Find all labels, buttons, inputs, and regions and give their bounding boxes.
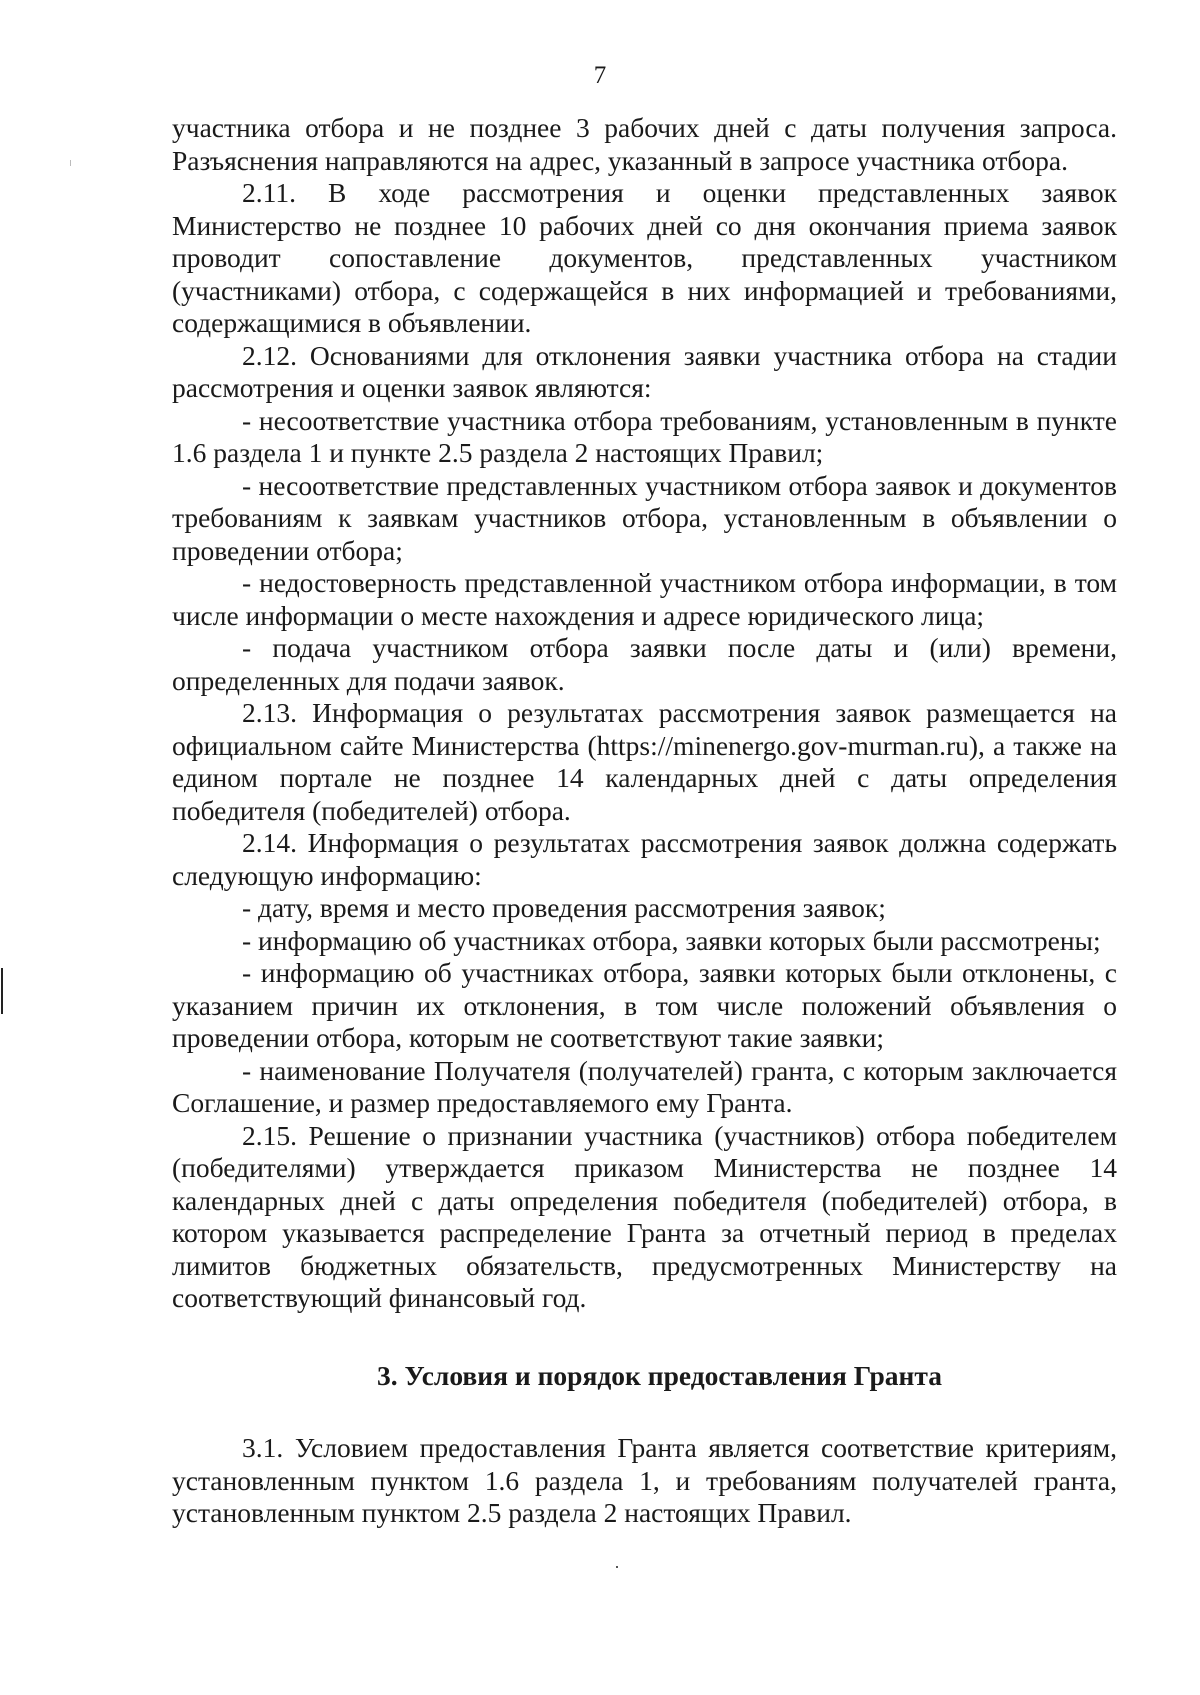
paragraph-continuation: участника отбора и не позднее 3 рабочих дней с даты получения запроса. Разъяснения направляются на адрес, указанный в запросе участника отбора. — [172, 112, 1117, 176]
page-number: 7 — [593, 62, 607, 89]
scan-dot — [616, 1566, 618, 1568]
scan-speck — [70, 160, 71, 166]
paragraph-2-15: 2.15. Решение о признании участника (участников) отбора победителем (победителями) утверждается приказом Министерства не позднее 14 календарных дней с даты определения победителя (победителей) отбора, в котором указывается распределение Гранта за отчетный период в пределах лимитов бюджетных обязательств, предусмотренных Министерству на соответствующий финансовый год. — [172, 1119, 1117, 1313]
list-item-rejection-4: - подача участником отбора заявки после даты и (или) времени, определенных для подачи заявок. — [172, 632, 1117, 696]
list-item-info-4: - наименование Получателя (получателей) гранта, с которым заключается Соглашение, и размер предоставляемого ему Гранта. — [172, 1054, 1117, 1118]
paragraph-2-12: 2.12. Основаниями для отклонения заявки участника отбора на стадии рассмотрения и оценки заявок являются: — [172, 339, 1117, 403]
list-item-rejection-2: - несоответствие представленных участником отбора заявок и документов требованиям к заявкам участников отбора, установленным в объявлении о проведении отбора; — [172, 469, 1117, 566]
list-item-rejection-1: - несоответствие участника отбора требованиям, установленным в пункте 1.6 раздела 1 и пункте 2.5 раздела 2 настоящих Правил; — [172, 404, 1117, 468]
paragraph-2-13: 2.13. Информация о результатах рассмотрения заявок размещается на официальном сайте Министерства (https://minenergo.gov-murman.ru), а также на едином портале не позднее 14 календарных дней с даты определения победителя (победителей) отбора. — [172, 697, 1117, 826]
paragraph-2-14: 2.14. Информация о результатах рассмотрения заявок должна содержать следующую информацию: — [172, 827, 1117, 891]
paragraph-2-11: 2.11. В ходе рассмотрения и оценки представленных заявок Министерство не позднее 10 рабочих дней со дня окончания приема заявок проводит сопоставление документов, представленных участником (участниками) отбора, с содержащейся в них информацией и требованиями, содержащимися в объявлении. — [172, 177, 1117, 338]
list-item-info-2: - информацию об участниках отбора, заявки которых были рассмотрены; — [242, 924, 1101, 956]
document-body — [172, 112, 1117, 1530]
scan-edge-mark — [1, 968, 3, 1014]
list-item-info-1: - дату, время и место проведения рассмотрения заявок; — [242, 892, 886, 923]
section-heading: 3. Условия и порядок предоставления Гранта — [377, 1359, 942, 1391]
paragraph-3-1: 3.1. Условием предоставления Гранта является соответствие критериям, установленным пунктом 1.6 раздела 1, и требованиям получателей гранта, установленным пунктом 2.5 раздела 2 настоящих Правил. — [172, 1432, 1117, 1528]
list-item-rejection-3: - недостоверность представленной участником отбора информации, в том числе информации о месте нахождения и адресе юридического лица; — [172, 567, 1117, 631]
list-item-info-3: - информацию об участниках отбора, заявки которых были отклонены, с указанием причин их отклонения, в том числе положений объявления о проведении отбора, которым не соответствуют такие заявки; — [172, 957, 1117, 1053]
